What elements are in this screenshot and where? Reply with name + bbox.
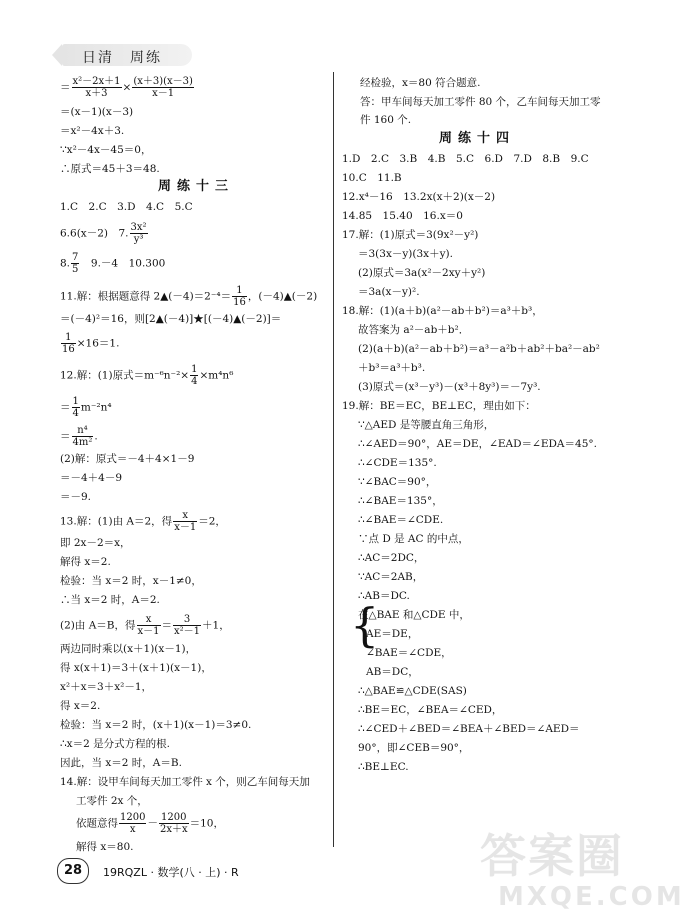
line-33: 解得 x＝80. [76, 841, 134, 853]
line-r26: ∴AB＝DC. [358, 590, 410, 602]
line-r3: 1.D 2.C 3.B 4.B 5.C 6.D 7.D 8.B 9.C [342, 153, 589, 165]
line-27: 检验：当 x＝2 时，(x＋1)(x－1)＝3≠0. [60, 719, 252, 731]
line-r35: ∴BE⊥EC. [358, 761, 409, 773]
line-26: 得 x＝2. [60, 700, 101, 712]
line-1: ＝(x－1)(x－3) [60, 106, 134, 118]
fraction: $\frac{3}{\text{x²－1}}$ [174, 614, 201, 637]
line-12: ＝ $\frac{1}{4}$ m⁻²n⁴ [60, 396, 112, 419]
line-18: 即 2x－2＝x， [60, 537, 131, 549]
line-10: $\frac{1}{16}$ ×16＝1. [62, 332, 120, 355]
line-r11: 18.解：(1)(a＋b)(a²－ab＋b²)＝a³＋b³， [342, 305, 543, 317]
fraction: $\frac{7}{5}$ [72, 252, 79, 275]
line-r13: (2)(a＋b)(a²－ab＋b²)＝a³－a²b＋ab²＋ba²－ab² [358, 343, 600, 355]
fraction: $\frac{x}{x-1}$ [137, 614, 160, 637]
line-r15: (3)原式＝(x³－y³)－(x³＋8y³)＝－7y³. [358, 381, 541, 393]
line-31: 工零件 2x 个， [76, 795, 148, 807]
line-r18: ∴∠AED＝90°，AE＝DE，∠EAD＝∠EDA＝45°. [358, 438, 597, 450]
fraction: $\frac{\text{n⁴}}{\text{4m²}}$ [72, 425, 93, 448]
line-3: ∵x²－4x－45＝0， [60, 144, 152, 156]
line-28: ∴x＝2 是分式方程的根. [60, 738, 170, 750]
fraction: $\frac{\text{x²－2x＋1}}{x+3}$ [72, 76, 121, 99]
watermark-url: MXQE.COM [498, 882, 685, 912]
line-14: (2)解：原式＝－4＋4×1－9 [60, 453, 195, 465]
line-4: ∴原式＝45＋3＝48. [60, 163, 160, 175]
line-r12: 故答案为 a²－ab＋b²． [358, 324, 470, 336]
fraction: $\frac{1}{4}$ [72, 396, 79, 419]
line-r24: ∴AC＝2DC， [358, 552, 425, 564]
line-15: ＝－4＋4－9 [60, 472, 123, 484]
line-16: ＝－9. [60, 491, 92, 503]
line-r19: ∴∠CDE＝135°. [358, 457, 437, 469]
line-r10: ＝3a(x－y)². [358, 286, 420, 298]
line-r9: (2)原式＝3a(x²－2xy＋y²) [358, 267, 486, 279]
line-6: 6.6(x－2) 7. $\frac{\text{3x²}}{\text{y³}}$ [60, 222, 147, 245]
line-7: 8. $\frac{7}{5}$ 9.－4 10.300 [60, 252, 166, 275]
line-20: 检验：当 x＝2 时，x－1≠0， [60, 575, 202, 587]
section-title-13: 周练十三 [158, 179, 235, 194]
footer-label: 19RQZL · 数学(八 · 上) · R [103, 866, 239, 879]
curly-brace: { [350, 598, 380, 652]
fraction: $\frac{1200}{2x+x}$ [159, 812, 188, 835]
line-25: x²＋x＝3＋x²－1， [60, 681, 153, 693]
line-17: 13.解：(1)由 A＝2，得 $\frac{x}{x-1}$ ＝2， [60, 510, 226, 533]
line-22: (2)由 A＝B，得 $\frac{x}{x-1}$ ＝ $\frac{3}{\text{x²－1}}$ ＋1， [60, 614, 230, 637]
line-r31: ∴△BAE≌△CDE(SAS) [358, 685, 467, 697]
header-title: 日清 周练 [82, 50, 162, 66]
line-r5: 12.x⁴－16 13.2x(x＋2)(x－2) [342, 191, 496, 203]
line-r32: ∴BE＝EC，∠BEA＝∠CED， [358, 704, 503, 716]
line-r7: 17.解：(1)原式＝3(9x²－y²) [342, 229, 479, 241]
section-title-14: 周练十四 [439, 131, 516, 146]
line-r6: 14.85 15.40 16.x＝0 [342, 210, 463, 222]
line-r20: ∵∠BAC＝90°， [358, 476, 437, 488]
line-r2: 件 160 个. [360, 114, 412, 126]
line-30: 14.解：设甲车间每天加工零件 x 个，则乙车间每天加 [60, 776, 310, 788]
line-29: 因此，当 x＝2 时，A＝B. [60, 757, 182, 769]
line-r21: ∴∠BAE＝135°， [358, 495, 443, 507]
line-13: ＝ $\frac{\text{n⁴}}{\text{4m²}}$ . [60, 425, 98, 448]
line-r33: ∴∠CED＋∠BED＝∠BEA＋∠BED＝∠AED＝ [358, 723, 580, 735]
line-2: ＝x²－4x＋3. [60, 125, 125, 137]
line-r8: ＝3(3x－y)(3x＋y). [358, 248, 453, 260]
line-r27: 在△BAE 和△CDE 中， [358, 609, 470, 621]
line-9: ＝(－4)²＝16，则[2▲(－4)]★[(－4)▲(－2)]＝ [60, 313, 282, 325]
line-0: ＝ $\frac{\text{x²－2x＋1}}{x+3}$ × $\frac{(x+3)(x-3)}{x-1}$ [60, 76, 193, 99]
line-23: 两边同时乘以(x＋1)(x－1)， [60, 643, 197, 655]
fraction: $\frac{1}{16}$ [233, 285, 246, 308]
line-r23: ∵点 D 是 AC 的中点， [358, 533, 469, 545]
line-r29: ∠BAE＝∠CDE， [366, 647, 452, 659]
line-r22: ∴∠BAE＝∠CDE. [358, 514, 444, 526]
line-r17: ∵△AED 是等腰直角三角形， [358, 419, 495, 431]
line-r14: ＋b³＝a³＋b³. [358, 362, 426, 374]
line-r16: 19.解：BE＝EC，BE⊥EC，理由如下： [342, 400, 536, 412]
column-divider [333, 72, 334, 847]
page-number: 28 [57, 858, 89, 884]
line-5: 1.C 2.C 3.D 4.C 5.C [60, 201, 193, 213]
line-r1: 答：甲车间每天加工零件 80 个，乙车间每天加工零 [360, 96, 601, 108]
line-11: 12.解：(1)原式＝m⁻⁶n⁻²× $\frac{1}{4}$ ×m⁴n⁶ [60, 364, 234, 387]
fraction: $\frac{1}{16}$ [62, 332, 75, 355]
fraction: $\frac{\text{3x²}}{\text{y³}}$ [130, 222, 147, 245]
fraction: $\frac{x}{x-1}$ [174, 510, 197, 533]
line-r30: AB＝DC， [366, 666, 419, 678]
fraction: $\frac{1}{4}$ [191, 364, 198, 387]
line-r34: 90°，即∠CEB＝90°， [358, 742, 470, 754]
watermark-logo: 答案圈 [480, 829, 624, 883]
line-8: 11.解：根据题意得 2▲(－4)＝2⁻⁴＝ $\frac{1}{16}$ ，(－4)▲(－2) [60, 285, 318, 308]
fraction: $\frac{(x+3)(x-3)}{x-1}$ [133, 76, 193, 99]
line-r25: ∵AC＝2AB， [358, 571, 424, 583]
line-21: ∴当 x＝2 时，A＝2. [60, 594, 160, 606]
line-32: 依题意得 $\frac{1200}{x}$ － $\frac{1200}{2x+x}$ ＝10， [76, 812, 224, 835]
line-r0: 经检验，x＝80 符合题意. [360, 77, 481, 89]
fraction: $\frac{1200}{x}$ [120, 812, 146, 835]
line-r4: 10.C 11.B [342, 172, 402, 184]
watermark [480, 820, 685, 920]
line-19: 解得 x＝2. [60, 556, 111, 568]
line-24: 得 x(x＋1)＝3＋(x＋1)(x－1)， [60, 662, 212, 674]
line-r28: AE＝DE， [366, 628, 419, 640]
